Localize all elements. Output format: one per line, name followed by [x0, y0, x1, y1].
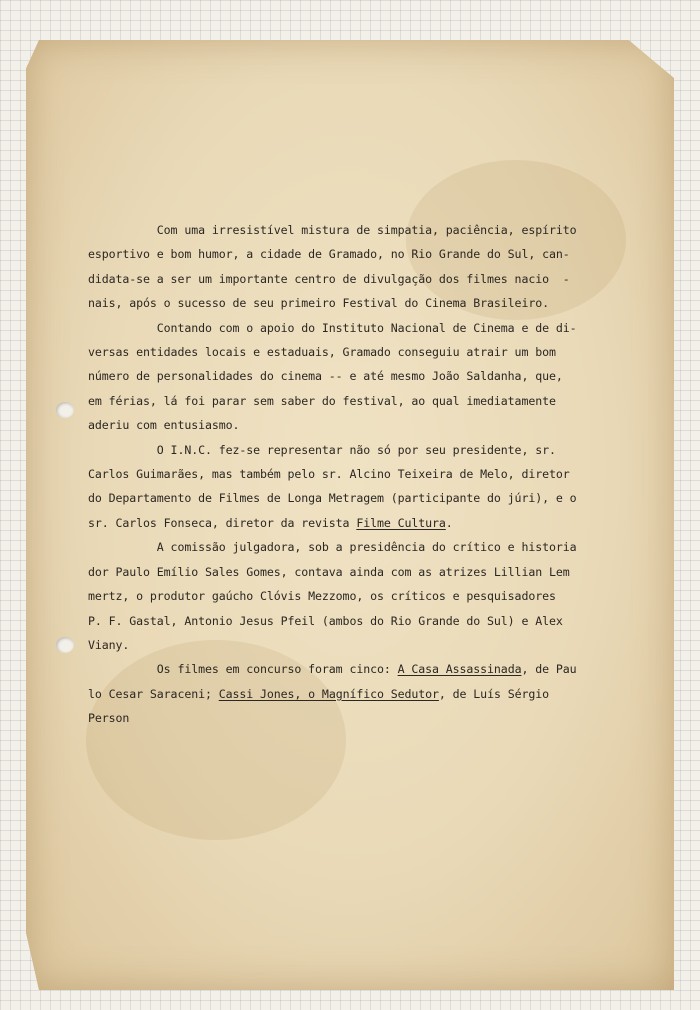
text-line: [88, 682, 648, 706]
paragraph-4: [88, 535, 648, 657]
text-line: mertz, o produtor gaúcho Clóvis Mezzomo, os críticos e pesquisadores: [88, 589, 556, 604]
text-segment: lo Cesar Saraceni;: [88, 686, 219, 701]
paragraph-2: [88, 316, 648, 438]
text-line: dor Paulo Emílio Sales Gomes, contava ainda com as atrizes Lillian Lem: [88, 564, 570, 579]
text-line: Carlos Guimarães, mas também pelo sr. Alcino Teixeira de Melo, diretor: [88, 467, 570, 482]
text-segment: , de Luís Sérgio: [438, 686, 549, 701]
document-body: [88, 218, 648, 731]
text-segment: sr. Carlos Fonseca, diretor da revista: [88, 515, 357, 530]
text-line: número de personalidades do cinema -- e até mesmo João Saldanha, que,: [88, 369, 563, 384]
text-line: P. F. Gastal, Antonio Jesus Pfeil (ambos do Rio Grande do Sul) e Alex: [88, 613, 563, 628]
text-line: O I.N.C. fez-se representar não só por seu presidente, sr.: [88, 442, 556, 457]
text-line: Contando com o apoio do Instituto Nacional de Cinema e de di-: [88, 320, 577, 335]
text-line: Viany.: [88, 637, 130, 652]
paragraph-1: [88, 218, 648, 316]
text-line: nais, após o sucesso de seu primeiro Festival do Cinema Brasileiro.: [88, 296, 549, 311]
text-line: versas entidades locais e estaduais, Gramado conseguiu atrair um bom: [88, 345, 556, 360]
text-line: [88, 657, 648, 681]
text-segment: Os filmes em concurso foram cinco:: [88, 662, 398, 677]
underlined-title: Filme Cultura: [356, 515, 446, 530]
paragraph-5: [88, 657, 648, 730]
text-segment: , de Pau: [521, 662, 577, 677]
text-line: do Departamento de Filmes de Longa Metragem (participante do júri), e o: [88, 491, 577, 506]
text-segment: .: [445, 515, 453, 530]
text-line: Com uma irresistível mistura de simpatia, paciência, espírito: [88, 223, 577, 237]
text-line: A comissão julgadora, sob a presidência do crítico e historia: [88, 540, 577, 555]
underlined-title: Cassi Jones, o Magnífico Sedutor: [218, 686, 439, 701]
underlined-title: A Casa Assassinada: [397, 662, 522, 677]
text-line: esportivo e bom humor, a cidade de Gramado, no Rio Grande do Sul, can-: [88, 247, 570, 262]
text-line: [88, 511, 648, 535]
text-line: Person: [88, 711, 130, 726]
text-line: didata-se a ser um importante centro de divulgação dos filmes nacio -: [88, 271, 570, 286]
punch-hole: [56, 637, 74, 653]
punch-hole: [56, 402, 74, 418]
paragraph-3: [88, 438, 648, 536]
text-line: em férias, lá foi parar sem saber do festival, ao qual imediatamente: [88, 393, 556, 408]
text-line: aderiu com entusiasmo.: [88, 418, 240, 433]
